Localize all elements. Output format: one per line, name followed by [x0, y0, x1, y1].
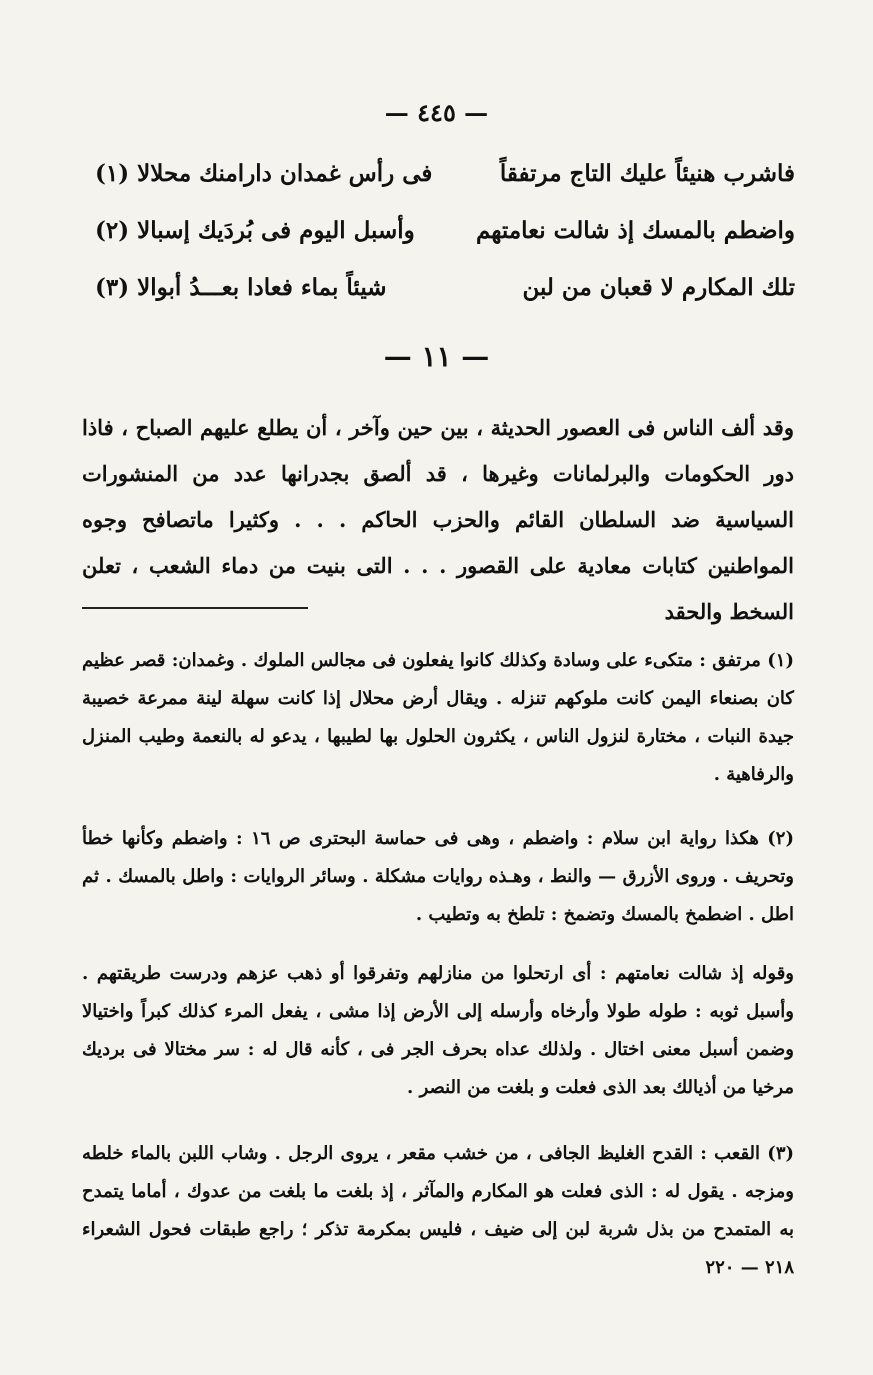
footnote-3: (٣) القعب : القدح الغليظ الجافى ، من خشب مقعر ، يروى الرجل . وشاب اللبن بالماء خلطه ومزجه . يقول له : الذى فعلت هو المكارم والمآثر ، إذ بلغت ما بلغت من عدوك ، أماما يتمدح به المتمدح من بذل شربة لبن إلى ضيف ، فليس بمكرمة تذكر ؛ راجع طبقات فحول الشعراء ٢١٨ — ٢٢٠ [82, 1143, 795, 1278]
verse-first-hemistich: فاشرب هنيئاً عليك التاج مرتفقاً [499, 160, 795, 187]
footnote-1: (١) مرتفق : متكىء على وسادة وكذلك كانوا يفعلون فى مجالس الملوك . وغمدان: قصر عظيم كان بصنعاء اليمن كانت ملوكهم تنزله . ويقال أرض محلال إذا كانت سهلة لينة ممرعة خصيبة جيدة النبات ، مختارة لنزول الناس ، يكثرون الحلول بها لطيبها ، يدعو له بالنعمة وطيب المنزل والرفاهية . [82, 650, 794, 785]
poem-verses [95, 160, 795, 331]
footnote-2-continued: وقوله إذ شالت نعامتهم : أى ارتحلوا من منازلهم وتفرقوا أو ذهب عزهم ودرست طريقتهم . وأسبل ثوبه : طوله طولا وأرخاه وأرسله إلى الأرض إذا مشى ، يفعل المرء كذلك كبراً واختيالا وضمن أسبل معنى اختال . ولذلك عداه بحرف الجر فى ، كأنه قال له : سر مختالا فى برديك مرخيا من أذيالك بعد الذى فعلت و بلغت من النصر . [82, 963, 794, 1098]
footnote-separator [82, 607, 308, 609]
verse-second-hemistich: وأسبل اليوم فى بُردَيك إسبالا (٢) [95, 217, 415, 244]
verse-first-hemistich: تلك المكارم لا قعبان من لبن [522, 274, 795, 301]
footnote-2: (٢) هكذا رواية ابن سلام : واضطم ، وهى فى حماسة البحترى ص ١٦ : واضطم وكأنها خطأ وتحريف . وروى الأزرق — والنط ، وهـذه روايات مشكلة . وسائر الروايات : واطل بالمسك . ثم اطل . اضطمخ بالمسك وتضمخ : تلطخ به وتطيب . [82, 828, 794, 925]
page-number: — ٤٤٥ — [384, 98, 489, 127]
verse-line [95, 160, 795, 217]
body-paragraph: وقد ألف الناس فى العصور الحديثة ، بين حين وآخر ، أن يطلع عليهم الصباح ، فاذا دور الحكومات والبرلمانات وغيرها ، قد ألصق بجدرانها عدد من المنشورات السياسية ضد السلطان القائم والحزب الحاكم . . . وكثيرا ماتصافح وجوه المواطنين كتابات معادية على القصور . . . التى بنيت من دماء الشعب ، تعلن السخط والحقد [82, 415, 794, 624]
verse-second-hemistich: فى رأس غمدان دارامنك محلالا (١) [95, 160, 433, 187]
verse-first-hemistich: واضطم بالمسك إذ شالت نعامتهم [475, 217, 795, 244]
verse-line [95, 217, 795, 274]
section-number: — ١١ — [383, 340, 490, 373]
verse-second-hemistich: شيئاً بماء فعادا بعـــدُ أبوالا (٣) [95, 274, 387, 301]
verse-line [95, 274, 795, 331]
